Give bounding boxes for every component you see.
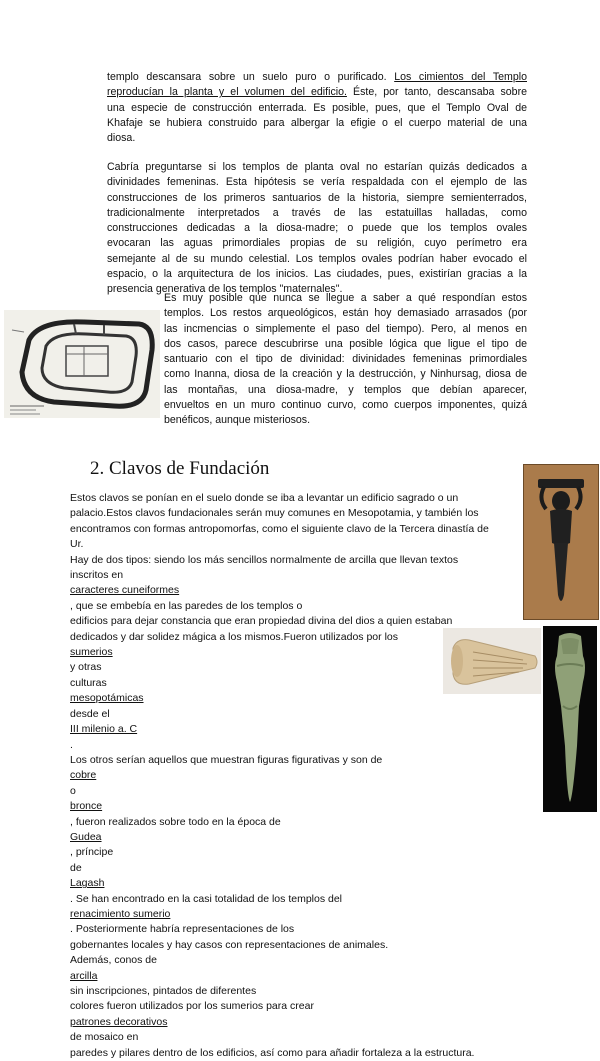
text-line: diosa. bbox=[107, 132, 136, 145]
link-patrones-decorativos[interactable]: patrones decorativos bbox=[70, 1015, 168, 1028]
foundation-figure-photo bbox=[523, 464, 599, 620]
link-gudea[interactable]: Gudea bbox=[70, 830, 102, 843]
link-mesopotamicas[interactable]: mesopotámicas bbox=[70, 692, 144, 705]
text-line: dos casos, parece descubrirse una posible lógica que ligue el tipo de bbox=[164, 337, 527, 350]
temple-plan-figure bbox=[4, 310, 160, 418]
text-line: inscritos en caracteres cuneiformes , que se embebía en las paredes de los templos o bbox=[70, 569, 303, 612]
clay-cone-photo bbox=[443, 628, 541, 694]
text-line: de Lagash . Se han encontrado en la casi totalidad de los templos del bbox=[70, 861, 343, 905]
link-reproducian[interactable]: reproducían la planta y el volumen del edificio. bbox=[107, 86, 347, 99]
text-line: construcciones dedicadas a la diosa-madre; o puede que los templos ovales bbox=[107, 222, 527, 235]
text-line: Estos clavos se ponían en el suelo donde se iba a levantar un edificio sagrado o un bbox=[70, 492, 459, 504]
copper-figure-drawing bbox=[543, 626, 597, 812]
text-line: Khafaje se hubiera construido para albergar la efigie o el cuerpo material de una bbox=[107, 116, 527, 129]
text-line: benéficos, aunque misteriosos. bbox=[164, 414, 311, 427]
temple-plan-drawing bbox=[4, 310, 160, 418]
link-lagash[interactable]: Lagash bbox=[70, 877, 105, 890]
text-line: espacio, o la arquitectura de los inicios. Las ciudades, pues, existirían gracias a la bbox=[107, 268, 527, 281]
text-line: Ur. bbox=[70, 538, 84, 551]
text-line: construcciones de los primeros santuarios de la historia, siempre semienterrados, bbox=[107, 191, 527, 204]
link-renacimiento-sumerio[interactable]: renacimiento sumerio bbox=[70, 907, 171, 920]
text-line: renacimiento sumerio . Posteriormente habría representaciones de los bbox=[70, 907, 295, 936]
text-line: envueltos en un muro continuo curvo, como cuerpos imponentes, quizá bbox=[164, 399, 527, 412]
text-line: palacio.Estos clavos fundacionales serán muy comunes en Mesopotamia, y también los bbox=[70, 507, 479, 520]
paragraph-divinity-logic bbox=[164, 291, 527, 429]
text-line: Cabría preguntarse si los templos de planta oval no estarían quizás dedicados a bbox=[107, 161, 527, 173]
text-line: las montañas, una diosa-madre, y templos que debían aparecer, bbox=[164, 383, 527, 396]
text-line: edificios para dejar constancia que eran propiedad divina del dios a quien estaban bbox=[70, 615, 453, 628]
text-line: Además, conos de arcilla sin inscripciones, pintados de diferentes bbox=[70, 954, 257, 997]
text-line: evocaran las aguas primordiales propias de su religión, cuyo perímetro era bbox=[107, 237, 527, 250]
link-sumerios[interactable]: sumerios bbox=[70, 646, 113, 659]
text-line: Es muy posible que nunca se llegue a saber a qué respondían estos bbox=[164, 292, 527, 304]
paragraph-oval-temples bbox=[107, 160, 527, 298]
text-line: como Inanna, diosa de la creación y la destrucción, y Ninhursag, diosa de bbox=[164, 368, 527, 381]
text-line: paredes y pilares dentro de los edificios, así como para añadir fortaleza a la estructura. bbox=[70, 1046, 475, 1059]
text-line: o bronce , fueron realizados sobre todo en la época de Gudea , príncipe bbox=[70, 784, 281, 859]
copper-figure-photo bbox=[543, 626, 597, 812]
text-line: semejante al de su mundo celestial. Los templos ovales podrían haber evocado el bbox=[107, 252, 527, 265]
text-line: encontramos con formas antropomorfas, como el siguiente clavo de la Tercera dinastía de bbox=[70, 522, 489, 535]
text-line: gobernantes locales y hay casos con representaciones de animales. bbox=[70, 938, 389, 951]
link-iii-milenio[interactable]: III milenio a. C bbox=[70, 723, 138, 736]
text-line: santuario con el tipo de divinidad: divinidades femeninas primordiales bbox=[164, 353, 527, 366]
link-bronce[interactable]: bronce bbox=[70, 800, 103, 813]
text-line: reproducían la planta y el volumen del edificio. Éste, por tanto, descansaba sobre bbox=[107, 86, 527, 99]
clay-cone-drawing bbox=[443, 628, 541, 694]
text-line: una especie de construcción enterrada. Es posible, pues, que el Templo Oval de bbox=[107, 101, 527, 114]
link-cobre[interactable]: cobre bbox=[70, 769, 97, 782]
text-line: templo descansara sobre un suelo puro o purificado. Los cimientos del Templo bbox=[107, 71, 527, 83]
foundation-figure-drawing bbox=[524, 465, 598, 619]
text-line: dedicados y dar solidez mágica a los mismos.Fueron utilizados por los sumerios y otras bbox=[70, 630, 398, 674]
paragraph-foundation-nails bbox=[70, 491, 520, 1061]
text-line: divinidades femeninas. Esta hipótesis se vería respaldada con el ejemplo de las bbox=[107, 176, 527, 189]
paragraph-temple-foundations bbox=[107, 70, 527, 146]
link-caracteres-cuneiformes[interactable]: caracteres cuneiformes bbox=[70, 584, 180, 597]
section-heading: 2. Clavos de Fundación bbox=[90, 458, 270, 479]
text-line: las incmencias o simplemente el paso del tiempo). Pero, al menos en bbox=[164, 322, 527, 335]
link-cimientos[interactable]: Los cimientos del Templo bbox=[394, 71, 527, 83]
text-line: tradicionalmente interpretados a través de las estatuillas halladas, como bbox=[107, 206, 527, 219]
text-line: colores fueron utilizados por los sumerios para crear patrones decorativos de mosaico en bbox=[70, 1000, 314, 1044]
text-line: templos. Los restos arqueológicos, están hoy demasiado arrasados (por bbox=[164, 307, 527, 320]
link-arcilla[interactable]: arcilla bbox=[70, 969, 98, 982]
text-line: culturas mesopotámicas desde el III milenio a. C . bbox=[70, 676, 144, 751]
text-line: presencia generativa de los templos "maternales". bbox=[107, 283, 343, 296]
text-line: Los otros serían aquellos que muestran figuras figurativas y son de cobre bbox=[70, 753, 383, 782]
text-line: Hay de dos tipos: siendo los más sencillos normalmente de arcilla que llevan textos bbox=[70, 553, 459, 566]
